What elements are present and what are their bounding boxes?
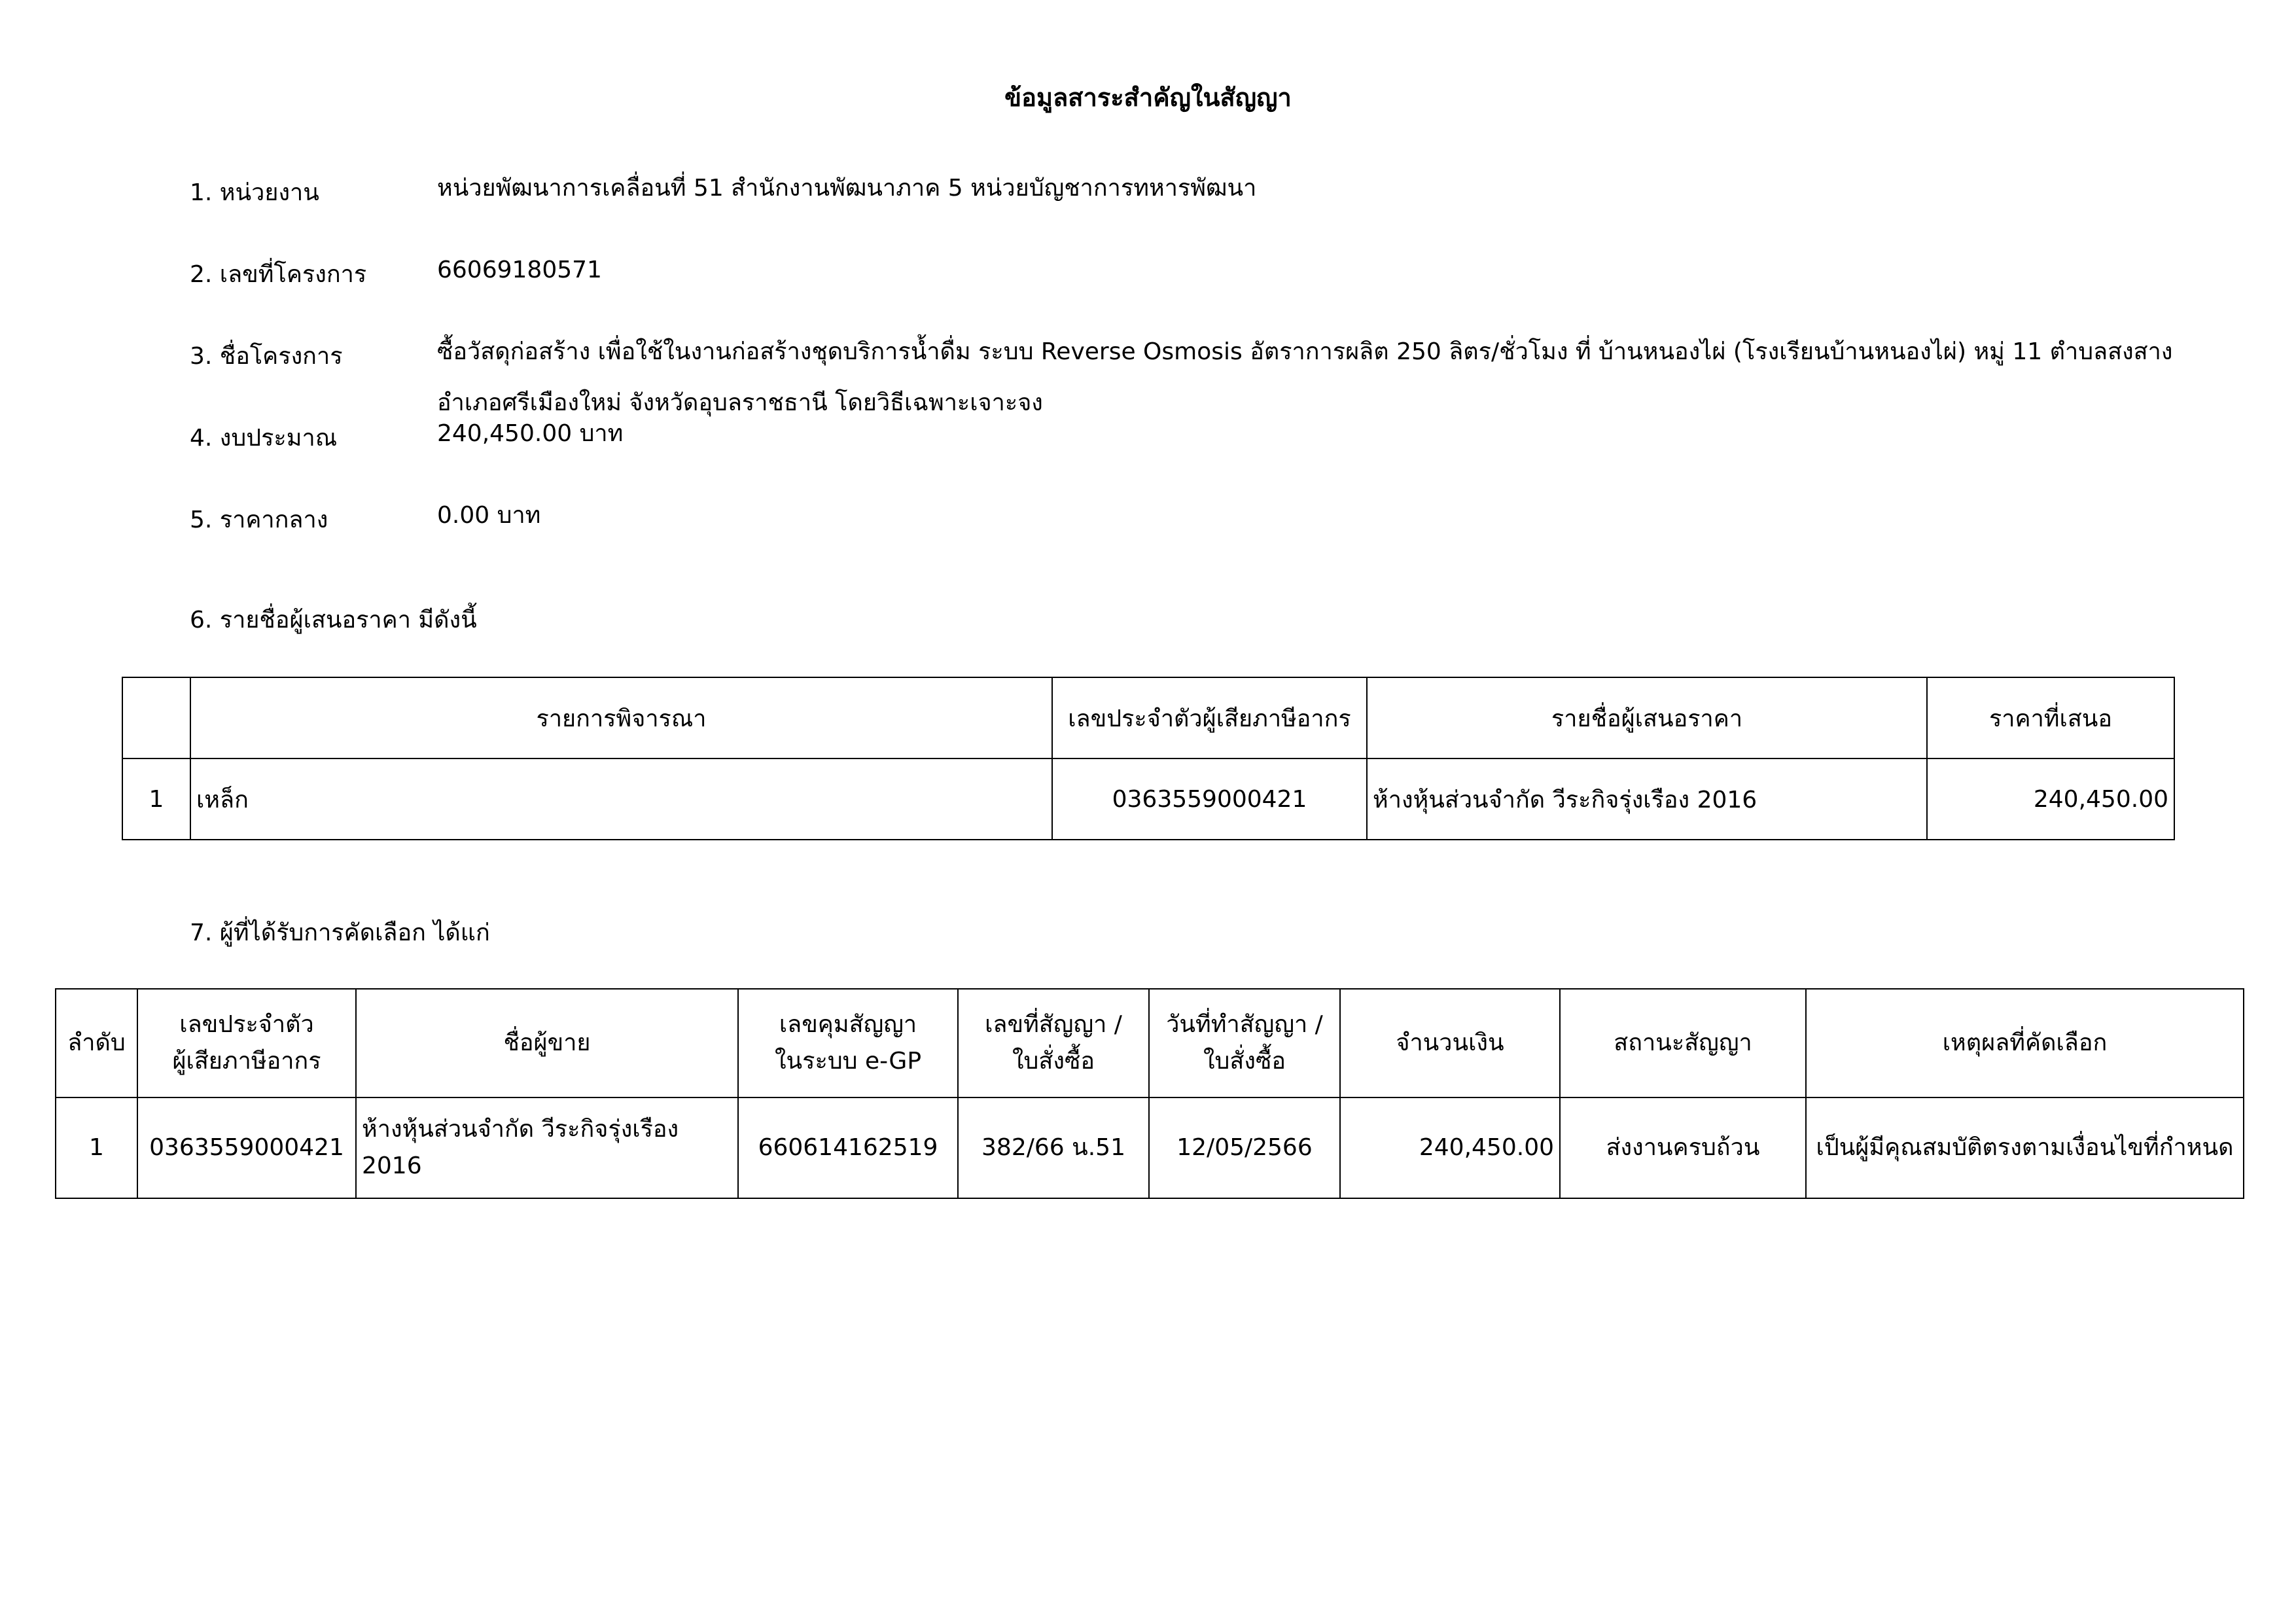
- winner-section-label: 7. ผู้ที่ได้รับการคัดเลือก ได้แก่: [190, 919, 490, 946]
- winner-header-status: สถานะสัญญา: [1560, 989, 1806, 1097]
- bidders-table: [122, 677, 2175, 840]
- bidders-header-row: [122, 677, 2174, 758]
- winner-header-contract-date-line1: วันที่ทำสัญญา /: [1166, 1011, 1323, 1038]
- project-name-label: 3. ชื่อโครงการ: [190, 343, 343, 370]
- winner-amount: 240,450.00: [1340, 1097, 1560, 1198]
- winner-status: ส่งงานครบถ้วน: [1560, 1097, 1806, 1198]
- winner-header-control-line2: ในระบบ e-GP: [774, 1048, 922, 1075]
- project-no-label: 2. เลขที่โครงการ: [190, 261, 367, 288]
- winner-header-contract-no: [958, 989, 1149, 1097]
- winner-order: 1: [56, 1097, 137, 1198]
- bidders-section-label: 6. รายชื่อผู้เสนอราคา มีดังนี้: [190, 607, 477, 633]
- bidders-header-bidder: รายชื่อผู้เสนอราคา: [1367, 677, 1927, 758]
- bidder-item: เหล็ก: [190, 758, 1052, 840]
- winner-header-tax-id: [137, 989, 356, 1097]
- winner-header-contract-date: [1149, 989, 1340, 1097]
- bidder-price: 240,450.00: [1927, 758, 2174, 840]
- bidders-header-price: ราคาที่เสนอ: [1927, 677, 2174, 758]
- budget-label: 4. งบประมาณ: [190, 425, 338, 452]
- table-row: [122, 758, 2174, 840]
- winner-header-tax-id-line2: ผู้เสียภาษีอากร: [172, 1048, 321, 1075]
- winner-contract-no: 382/66 น.51: [958, 1097, 1149, 1198]
- median-price-label: 5. ราคากลาง: [190, 507, 328, 533]
- winner-header-reason: เหตุผลที่คัดเลือก: [1806, 989, 2244, 1097]
- page-title: ข้อมูลสาระสำคัญในสัญญา: [1004, 83, 1292, 112]
- agency-value: หน่วยพัฒนาการเคลื่อนที่ 51 สำนักงานพัฒนาภาค 5 หน่วยบัญชาการทหารพัฒนา: [437, 175, 1257, 202]
- bidder-no: 1: [122, 758, 190, 840]
- median-price-value: 0.00 บาท: [437, 502, 541, 529]
- winner-header-seller: ชื่อผู้ขาย: [356, 989, 738, 1097]
- winner-table: [55, 988, 2244, 1199]
- winner-tax-id: 0363559000421: [137, 1097, 356, 1198]
- bidders-header-item: รายการพิจารณา: [190, 677, 1052, 758]
- bidders-header-tax-id: เลขประจำตัวผู้เสียภาษีอากร: [1052, 677, 1367, 758]
- winner-header-amount: จำนวนเงิน: [1340, 989, 1560, 1097]
- budget-value: 240,450.00 บาท: [437, 420, 624, 447]
- agency-label: 1. หน่วยงาน: [190, 179, 319, 206]
- bidder-name: ห้างหุ้นส่วนจำกัด วีระกิจรุ่งเรือง 2016: [1367, 758, 1927, 840]
- table-row: [56, 1097, 2244, 1198]
- winner-header-control-line1: เลขคุมสัญญา: [779, 1011, 917, 1038]
- project-name-line1: ซื้อวัสดุก่อสร้าง เพื่อใช้ในงานก่อสร้างชุดบริการน้ำดื่ม ระบบ Reverse Osmosis อัตราการผลิต 250 ลิตร/ชั่วโมง ที่ บ้านหนองไผ่ (โรงเรียนบ้านหนองไผ่) หมู่ 11 ตำบลสงสาง: [437, 338, 2173, 365]
- winner-header-control: [738, 989, 958, 1097]
- winner-seller: [356, 1097, 738, 1198]
- winner-header-contract-no-line2: ใบสั่งซื้อ: [1012, 1048, 1095, 1075]
- bidders-header-no: [122, 677, 190, 758]
- winner-seller-line2: 2016: [362, 1152, 422, 1179]
- project-no-value: 66069180571: [437, 257, 602, 283]
- winner-reason: เป็นผู้มีคุณสมบัติตรงตามเงื่อนไขที่กำหนด: [1806, 1097, 2244, 1198]
- winner-control-no: 660614162519: [738, 1097, 958, 1198]
- winner-seller-line1: ห้างหุ้นส่วนจำกัด วีระกิจรุ่งเรือง: [362, 1116, 679, 1143]
- project-name-line2: อำเภอศรีเมืองใหม่ จังหวัดอุบลราชธานี โดยวิธีเฉพาะเจาะจง: [437, 389, 1043, 416]
- winner-header-order: ลำดับ: [56, 989, 137, 1097]
- winner-header-contract-no-line1: เลขที่สัญญา /: [985, 1011, 1122, 1038]
- winner-contract-date: 12/05/2566: [1149, 1097, 1340, 1198]
- winner-header-contract-date-line2: ใบสั่งซื้อ: [1203, 1048, 1286, 1075]
- winner-header-tax-id-line1: เลขประจำตัว: [179, 1011, 314, 1038]
- bidder-tax-id: 0363559000421: [1052, 758, 1367, 840]
- winner-header-row: [56, 989, 2244, 1097]
